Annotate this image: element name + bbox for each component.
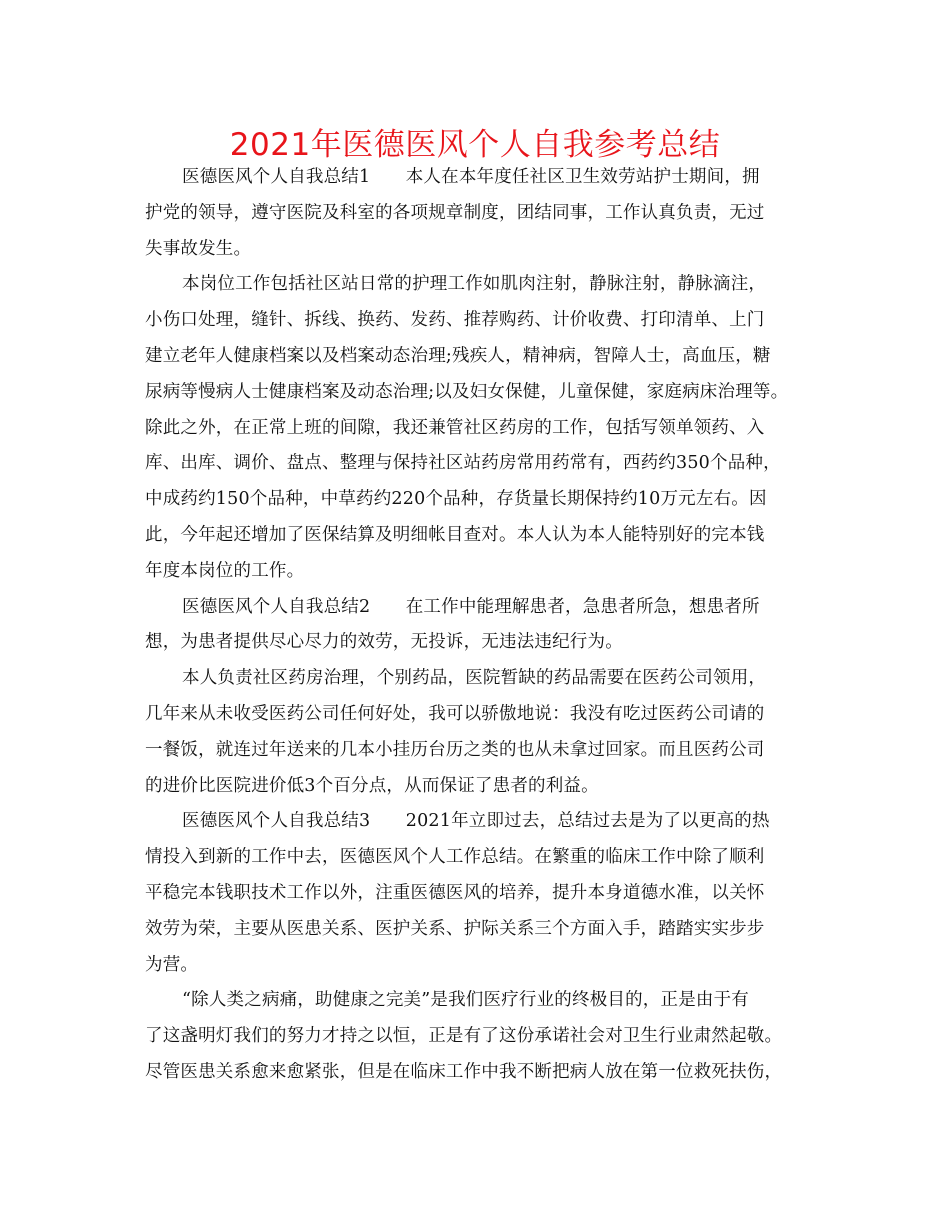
paragraph-line: 了这盏明灯我们的努力才持之以恒，正是有了这份承诺社会对卫生行业肃然起敬。 — [145, 1026, 783, 1047]
paragraph-line: 建立老年人健康档案以及档案动态治理;残疾人，精神病，智障人士，高血压，糖 — [145, 345, 771, 366]
paragraph-line: 库、出库、调价、盘点、整理与保持社区站药房常用药常有，西药约350个品种， — [145, 453, 781, 474]
paragraph-line: 此，今年起还增加了医保结算及明细帐目查对。本人认为本人能特别好的完本钱 — [145, 524, 765, 545]
paragraph-line: 效劳为荣，主要从医患关系、医护关系、护际关系三个方面入手，踏踏实实步步 — [145, 918, 765, 939]
paragraph-line: “除人类之病痛，助健康之完美”是我们医疗行业的终极目的，正是由于有 — [182, 990, 749, 1011]
paragraph-line: 本人负责社区药房治理，个别药品，医院暂缺的药品需要在医药公司领用， — [182, 668, 767, 689]
paragraph-line: 尽管医患关系愈来愈紧张，但是在临床工作中我不断把病人放在第一位救死扶伤， — [145, 1061, 783, 1082]
paragraph-line: 几年来从未收受医药公司任何好处，我可以骄傲地说：我没有吃过医药公司请的 — [145, 703, 765, 724]
paragraph-line: 医德医风个人自我总结1 本人在本年度任社区卫生效劳站护士期间，拥 — [182, 167, 760, 187]
document-title: 2021年医德医风个人自我参考总结 — [229, 127, 721, 163]
paragraph-line: 一餐饭，就连过年送来的几本小挂历台历之类的也从未拿过回家。而且医药公司 — [145, 739, 765, 760]
paragraph-line: 除此之外，在正常上班的间隙，我还兼管社区药房的工作，包括写领单领药、入 — [145, 417, 765, 438]
paragraph-line: 医德医风个人自我总结2 在工作中能理解患者，急患者所急，想患者所 — [182, 596, 760, 617]
paragraph-line: 年度本岗位的工作。 — [145, 560, 305, 581]
paragraph-line: 失事故发生。 — [145, 238, 252, 259]
paragraph-line: 的进价比医院进价低3个百分点，从而保证了患者的利益。 — [145, 775, 599, 796]
paragraph-line: 中成药约150个品种，中草药约220个品种，存货量长期保持约10万元左右。因 — [145, 489, 767, 510]
paragraph-line: 想，为患者提供尽心尽力的效劳，无投诉，无违法违纪行为。 — [145, 632, 623, 653]
paragraph-line: 本岗位工作包括社区站日常的护理工作如肌肉注射，静脉注射，静脉滴注， — [182, 274, 767, 295]
paragraph-line: 小伤口处理，缝针、拆线、换药、发药、推荐购药、计价收费、打印清单、上门 — [145, 310, 765, 331]
document-body — [145, 160, 835, 1091]
paragraph-line: 护党的领导，遵守医院及科室的各项规章制度，团结同事，工作认真负责，无过 — [145, 202, 765, 223]
paragraph-line: 为营。 — [145, 954, 199, 975]
paragraph-line: 尿病等慢病人士健康档案及动态治理;以及妇女保健，儿童保健，家庭病床治理等。 — [145, 381, 789, 402]
paragraph-line: 平稳完本钱职技术工作以外，注重医德医风的培养，提升本身道德水准，以关怀 — [145, 882, 765, 903]
paragraph-line: 医德医风个人自我总结3 2021年立即过去，总结过去是为了以更高的热 — [182, 811, 770, 832]
paragraph-line: 情投入到新的工作中去，医德医风个人工作总结。在繁重的临床工作中除了顺利 — [145, 847, 765, 868]
